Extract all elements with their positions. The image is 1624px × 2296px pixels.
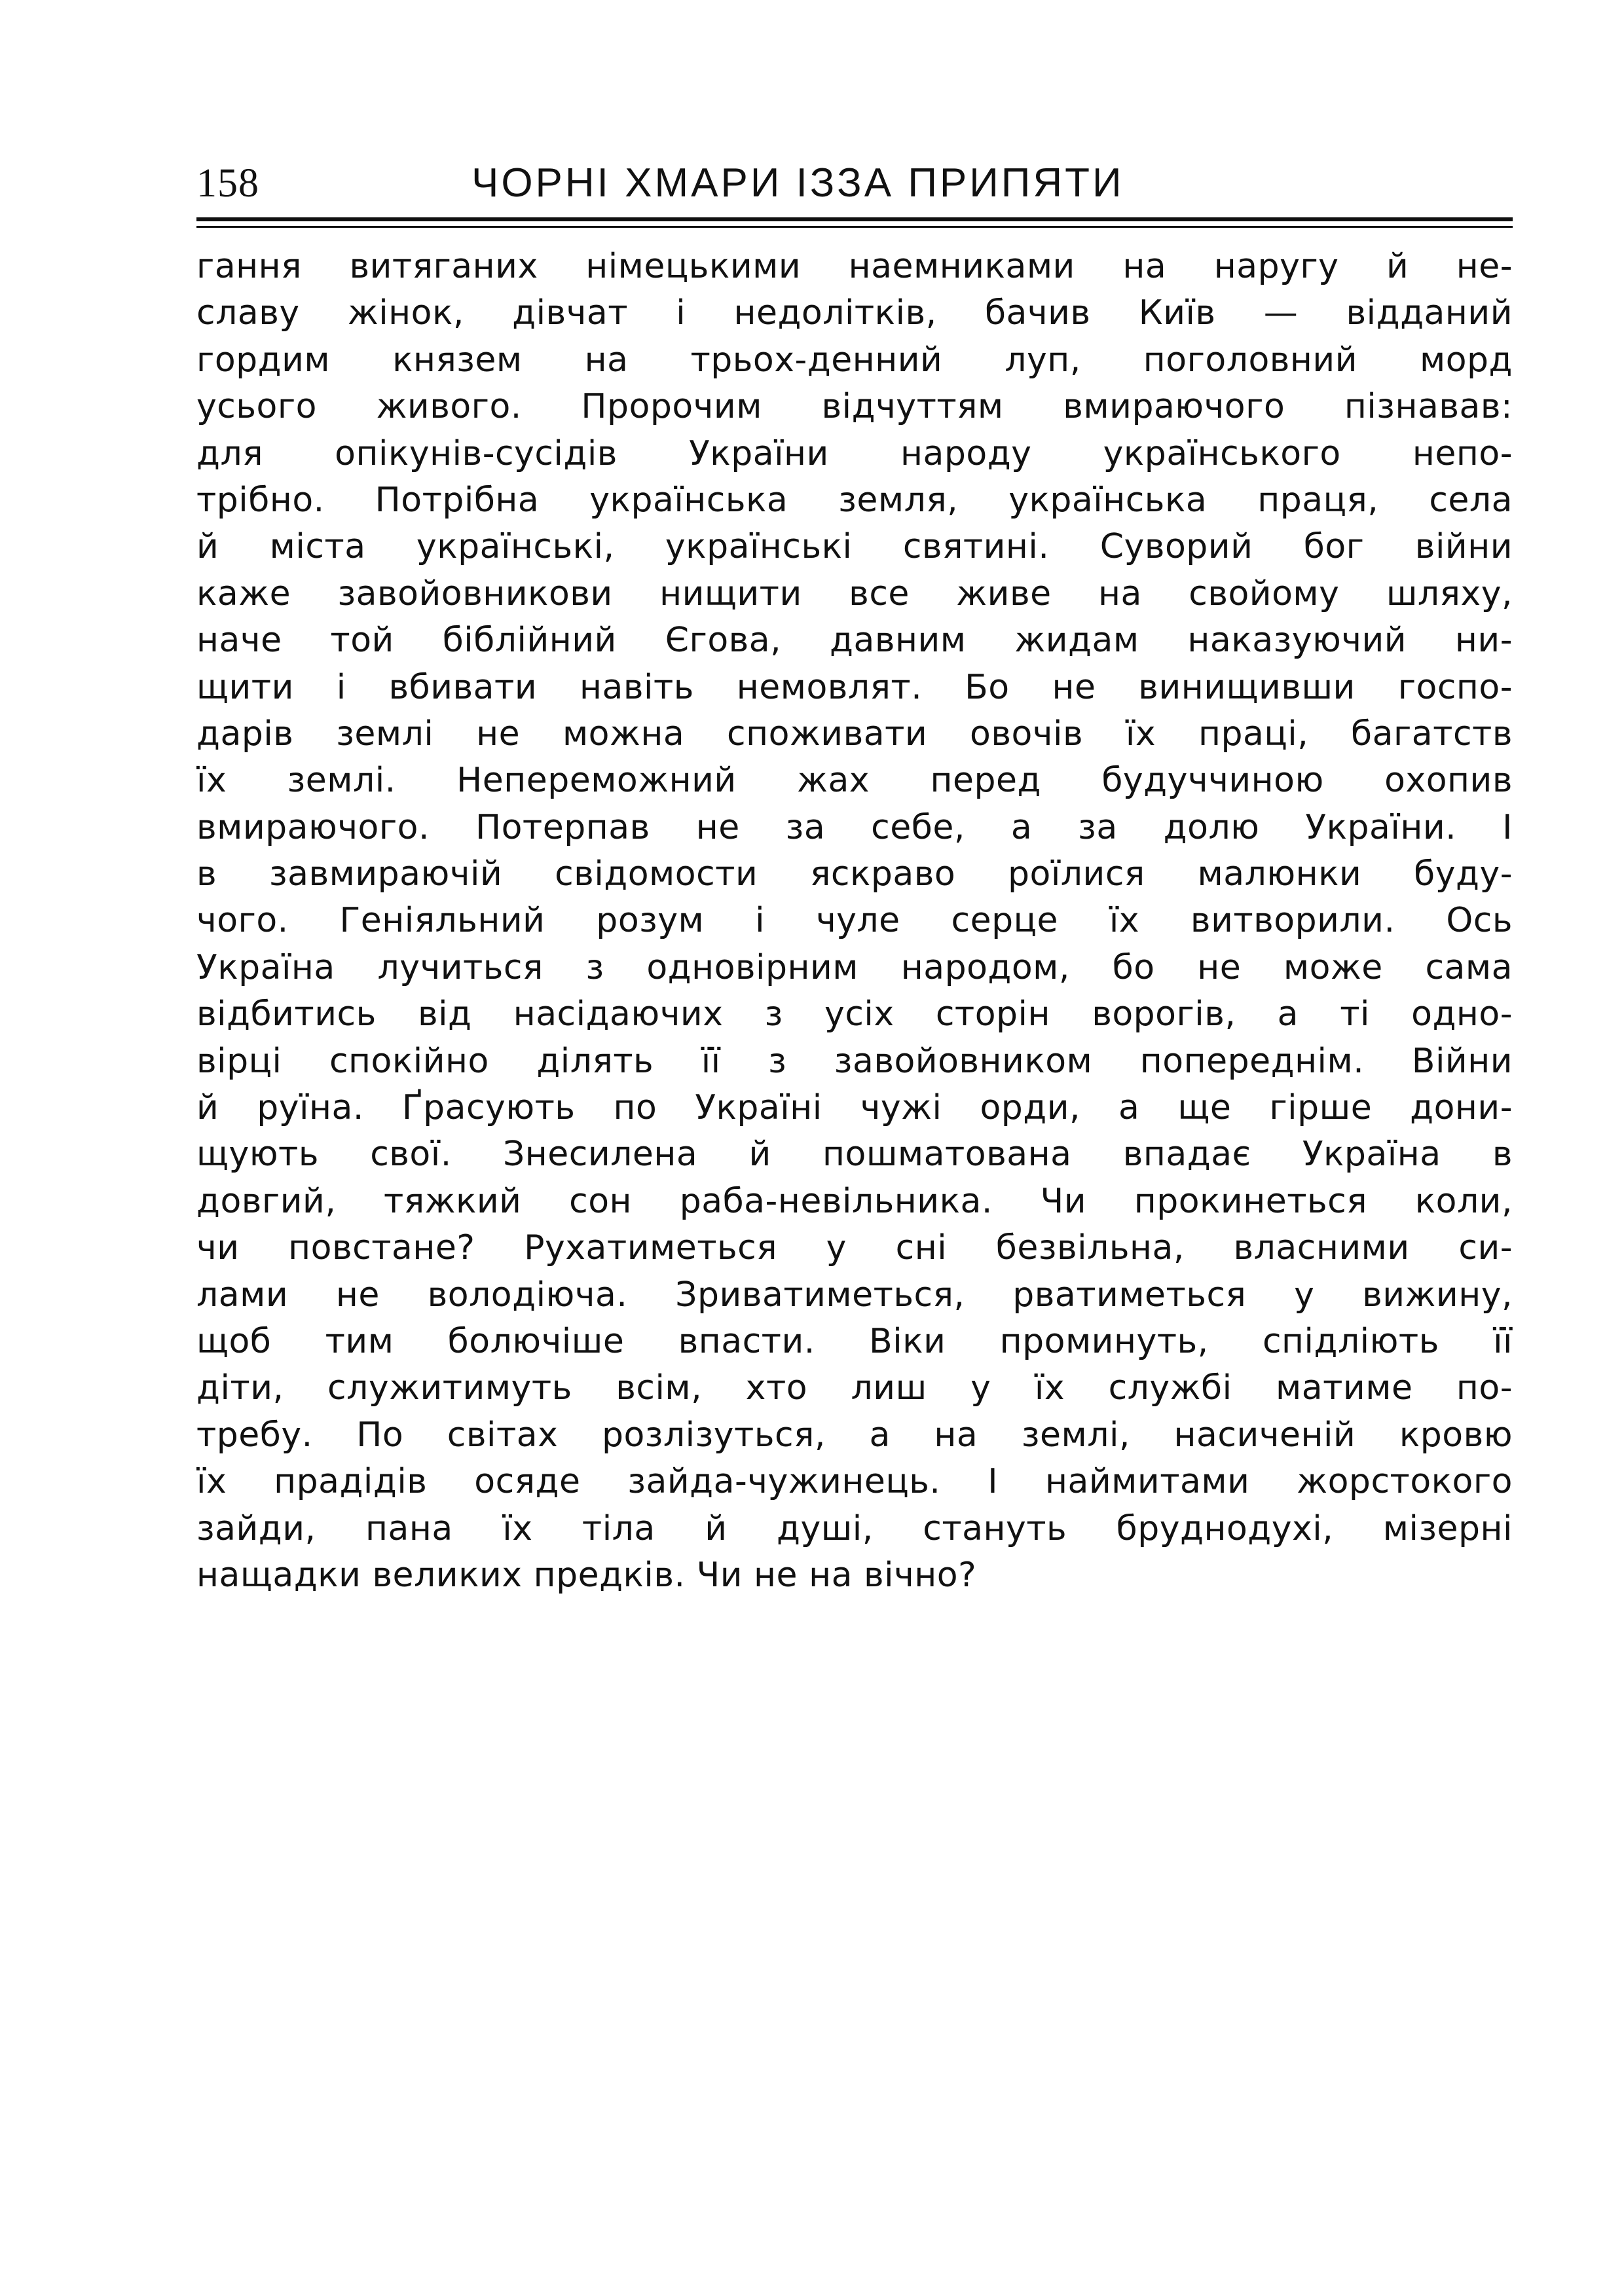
text-line: вмираючого. Потерпав не за себе, а за долю України. І [196,807,1513,847]
header-rule-thin [196,226,1513,228]
text-line: лами не володіюча. Зриватиметься, рватиметься у вижину, [196,1275,1513,1315]
body-text [196,244,1513,1599]
text-line: щити і вбивати навіть немовлят. Бо не винищивши госпо- [196,667,1513,707]
page-header [196,151,1513,216]
text-line: чи повстане? Рухатиметься у сні безвільна, власними си- [196,1228,1513,1268]
text-line: відбитись від насідаючих з усіх сторін ворогів, а ті одно- [196,994,1513,1034]
page-number: 158 [196,161,259,206]
text-line: й руїна. Ґрасують по Україні чужі орди, а ще гірше дони- [196,1088,1513,1128]
text-line: довгий, тяжкий сон раба-невільника. Чи прокинеться коли, [196,1181,1513,1221]
text-line: гордим князем на трьох-денний луп, поголовний морд [196,340,1513,380]
text-line: щують свої. Знесилена й пошматована впадає Україна в [196,1135,1513,1175]
text-line: їх землі. Непереможний жах перед будуччиною охопив [196,761,1513,801]
text-line: їх прадідів осяде зайда-чужинець. І наймитами жорстокого [196,1462,1513,1502]
text-line: трібно. Потрібна українська земля, українська праця, села [196,480,1513,520]
text-line: требу. По світах розлізуться, а на землі, насиченій кровю [196,1415,1513,1455]
text-line: вірці спокійно ділять її з завойовником попереднім. Війни [196,1041,1513,1081]
text-line: щоб тим болючіше впасти. Віки проминуть, спідліють її [196,1321,1513,1361]
text-line: чого. Геніяльний розум і чуле серце їх витворили. Ось [196,901,1513,941]
running-title: ЧОРНІ ХМАРИ ІЗЗА ПРИПЯТИ [471,160,1124,206]
text-line: дарів землі не можна споживати овочів їх праці, багатств [196,714,1513,754]
text-line-last: нащадки великих предків. Чи не на вічно? [196,1555,977,1595]
text-line: наче той біблійний Єгова, давним жидам наказуючий ни- [196,621,1513,661]
text-line: усього живого. Пророчим відчуттям вмираючого пізнавав: [196,387,1513,427]
text-line: каже завойовникови нищити все живе на свойому шляху, [196,574,1513,613]
header-rule-thick [196,217,1513,221]
text-line: зайди, пана їх тіла й душі, стануть бруднодухі, мізерні [196,1508,1513,1548]
text-line: гання витяганих німецькими наемниками на наругу й не- [196,247,1513,286]
text-line: діти, служитимуть всім, хто лиш у їх службі матиме по- [196,1368,1513,1408]
text-line: славу жінок, дівчат і недолітків, бачив Київ — відданий [196,293,1513,333]
text-line: й міста українські, українські святині. Суворий бог війни [196,527,1513,567]
text-line: Україна лучиться з одновірним народом, бо не може сама [196,947,1513,987]
text-line: для опікунів-сусідів України народу українського непо- [196,433,1513,473]
text-line: в завмираючій свідомости яскраво роїлися малюнки буду- [196,854,1513,894]
